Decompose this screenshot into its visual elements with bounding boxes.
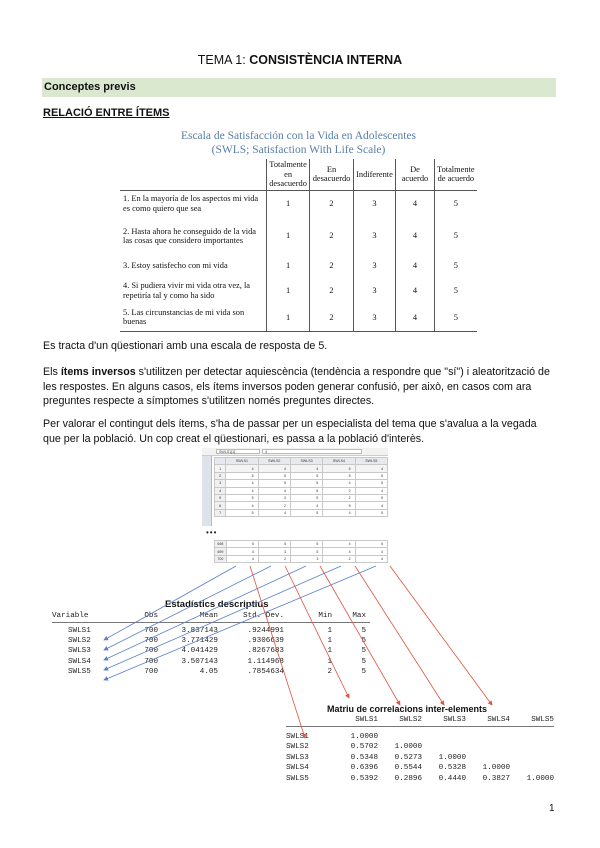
correlations-cell: 0.5544 (394, 764, 422, 773)
sheet-cell[interactable]: 5 (323, 465, 355, 472)
descriptives-row (52, 647, 370, 657)
sheet-cell[interactable]: 5 (355, 472, 387, 479)
correlations-cell: 0.5702 (350, 743, 378, 752)
correlations-cell: 0.3827 (482, 774, 510, 783)
descriptives-col-header: Max (352, 612, 366, 620)
sheet-side-panel (202, 456, 212, 526)
sheet-row-number[interactable]: 698 (215, 541, 227, 548)
descriptives-cell: 4.05 (199, 667, 218, 676)
scale-item-text: 3. Estoy satisfecho con mi vida (123, 261, 228, 271)
scale-value: 3 (353, 217, 395, 255)
correlations-table (286, 716, 554, 785)
scale-value: 1 (266, 255, 309, 277)
scale-item-row (120, 217, 477, 255)
sheet-cell[interactable]: 5 (355, 509, 387, 516)
scale-item-row (120, 277, 477, 304)
descriptives-col-header: Obs (144, 612, 158, 620)
correlations-cell: 0.4440 (438, 774, 466, 783)
cell-reference[interactable]: SWLS1[1] (216, 449, 260, 454)
descriptives-cell: 700 (144, 627, 158, 635)
red-arrow-swls5 (390, 566, 492, 705)
sheet-cell[interactable]: 5 (226, 541, 258, 548)
scale-value: 3 (353, 255, 395, 277)
scale-col-header: Indiferente (353, 159, 395, 190)
sheet-cell[interactable]: 4 (258, 487, 290, 494)
descriptives-row (52, 637, 370, 647)
correlations-row (286, 754, 554, 764)
sheet-row-number[interactable]: 699 (215, 548, 227, 555)
sheet-cell[interactable]: 5 (355, 541, 387, 548)
sheet-col-header[interactable]: SWLS3 (290, 458, 322, 465)
sheet-row (215, 548, 388, 555)
correlations-cell: 0.5273 (394, 753, 422, 762)
scale-value: 4 (396, 255, 434, 277)
descriptives-cell: 2 (327, 667, 332, 676)
scale-item-row (120, 190, 477, 217)
section-heading: Conceptes previs (42, 78, 556, 97)
descriptives-col-header: Min (318, 612, 332, 620)
sheet-cell[interactable]: 5 (258, 472, 290, 479)
sheet-row (215, 502, 388, 509)
descriptives-cell: 700 (144, 657, 158, 666)
descriptives-col-header: Variable (52, 612, 89, 620)
sheet-cell[interactable]: 5 (290, 487, 322, 494)
sheet-cell[interactable]: 5 (290, 480, 322, 487)
descriptives-cell: 5 (361, 637, 366, 646)
descriptives-cell: 3.771429 (181, 637, 218, 646)
inverse-items-term: ítems inversos (60, 366, 136, 378)
scale-table (120, 159, 477, 332)
correlations-col-header: SWLS5 (531, 716, 554, 724)
descriptives-cell: 5 (361, 657, 366, 666)
sheet-cell[interactable]: 5 (323, 472, 355, 479)
descriptives-cell: 1 (327, 637, 332, 646)
paragraph-content-validation: Per valorar el contingut dels ítems, s'ha de passar per un especialista del tema que s'avalua a la vegada que per la població. Un cop creat el qüestionari, es passa a la població d'interès. (43, 418, 537, 445)
correlations-cell: 0.5392 (350, 774, 378, 783)
descriptives-cell: 5 (361, 667, 366, 676)
sheet-row-number[interactable]: 700 (215, 555, 227, 562)
scale-title (120, 129, 477, 157)
descriptives-cell: 1 (327, 657, 332, 666)
sheet-cell[interactable]: 2 (323, 487, 355, 494)
sheet-cell[interactable]: 4 (355, 555, 387, 562)
scale-item-text: 2. Hasta ahora he conseguido de la vida las cosas que considero importantes (123, 226, 257, 245)
sheet-cell[interactable]: 4 (355, 548, 387, 555)
descriptives-header-row (52, 612, 370, 623)
scale-header-row (120, 159, 477, 190)
sheet-cell[interactable]: 4 (226, 555, 258, 562)
descriptives-cell: 5 (361, 627, 366, 635)
correlations-header-row (286, 716, 554, 727)
descriptives-cell: 4.041429 (181, 647, 218, 656)
sheet-row-number[interactable]: 2 (215, 472, 226, 479)
sheet-cell[interactable]: 4 (355, 502, 387, 509)
sheet-row-number[interactable]: 7 (215, 509, 226, 516)
sheet-cell[interactable]: 4 (323, 548, 355, 555)
sheet-cell[interactable]: 2 (323, 555, 355, 562)
scale-header-blank (120, 159, 266, 190)
scale-title-line1: Escala de Satisfacción con la Vida en Adolescentes (180, 130, 417, 142)
page-title-main: CONSISTÈNCIA INTERNA (249, 53, 403, 67)
scale-value: 5 (434, 304, 477, 331)
correlations-cell: 1.0000 (482, 764, 510, 773)
formula-bar (202, 448, 388, 456)
sheet-row-number[interactable]: 3 (215, 480, 226, 487)
sheet-row (215, 487, 388, 494)
descriptives-cell: 700 (144, 647, 158, 656)
paragraph-text: s'utilitzen per detectar aquiescència (tendència a respondre que "sí") i aleatorització de les respostes. En alguns casos, els ítems inversos poden generar confusió, per això, en casos com ara preguntes respecte a símptomes s'utilitzen només preguntes directes. (43, 366, 550, 408)
descriptives-cell: 1.114968 (247, 657, 284, 666)
descriptives-cell: 3.837143 (181, 627, 218, 635)
scale-value: 5 (434, 255, 477, 277)
sheet-cell[interactable]: 5 (226, 472, 258, 479)
scale-value: 4 (396, 217, 434, 255)
sheet-row (215, 541, 388, 548)
correlations-title: Matriu de correlacions inter-elements (327, 704, 488, 714)
correlations-cell: 1.0000 (438, 753, 466, 762)
descriptives-row (52, 627, 370, 637)
descriptives-col-header: Mean (199, 612, 218, 620)
correlations-row-label: SWLS5 (286, 774, 309, 783)
sheet-cell[interactable]: 5 (258, 480, 290, 487)
sheet-cell[interactable]: 5 (355, 480, 387, 487)
sheet-cell[interactable]: 5 (290, 494, 322, 501)
paragraph-text: Els (43, 366, 61, 378)
correlations-row-label: SWLS3 (286, 753, 309, 762)
sheet-cell[interactable]: 4 (226, 487, 258, 494)
scale-value: 2 (310, 190, 353, 217)
scale-value: 1 (266, 277, 309, 304)
scale-value: 3 (353, 277, 395, 304)
sheet-cell[interactable]: 5 (291, 548, 323, 555)
descriptives-cell: 700 (144, 637, 158, 646)
sheet-cell[interactable]: 4 (258, 465, 290, 472)
data-spreadsheet (202, 448, 388, 566)
correlations-row-label: SWLS4 (286, 764, 309, 773)
sheet-row (215, 465, 388, 472)
scale-title-line2: (SWLS; Satisfaction With Life Scale) (211, 144, 386, 156)
scale-item-text: 5. Las circunstancias de mi vida son buenas (120, 304, 266, 331)
sheet-row-number[interactable]: 1 (215, 465, 226, 472)
scale-col-header: Totalmente en desacuerdo (266, 159, 309, 190)
scale-value: 2 (310, 217, 353, 255)
sheet-cell[interactable]: 4 (290, 502, 322, 509)
sheet-cell[interactable]: 4 (355, 465, 387, 472)
sheet-row-number[interactable]: 4 (215, 487, 226, 494)
scale-value: 5 (434, 217, 477, 255)
sheet-col-header[interactable]: SWLS1 (226, 458, 258, 465)
sheet-cell[interactable]: 4 (226, 548, 258, 555)
descriptives-cell: .9244991 (247, 627, 284, 635)
sheet-cell[interactable]: 2 (258, 502, 290, 509)
cell-value-field[interactable]: 4 (262, 449, 362, 454)
sheet-col-header[interactable]: SWLS2 (258, 458, 290, 465)
sheet-row (215, 555, 388, 562)
sheet-corner (215, 458, 226, 465)
sheet-row-number[interactable]: 5 (215, 494, 226, 501)
sheet-row (215, 494, 388, 501)
sheet-cell[interactable]: 4 (323, 480, 355, 487)
sheet-cell[interactable]: 3 (258, 548, 290, 555)
rows-ellipsis: ••• (206, 528, 218, 537)
scale-value: 2 (310, 255, 353, 277)
correlations-cell: 1.0000 (350, 733, 378, 741)
sheet-cell[interactable]: 5 (226, 509, 258, 516)
scale-value: 3 (353, 304, 395, 331)
correlations-row-label: SWLS2 (286, 743, 309, 752)
scale-value: 5 (434, 277, 477, 304)
correlations-col-header: SWLS3 (443, 716, 466, 724)
sheet-cell[interactable]: 4 (290, 465, 322, 472)
correlations-row-label: SWLS1 (286, 733, 309, 741)
descriptives-row (52, 668, 370, 678)
sheet-cell[interactable]: 4 (226, 502, 258, 509)
sheet-cell[interactable]: 2 (258, 555, 290, 562)
scale-value: 4 (396, 190, 434, 217)
correlations-row (286, 764, 554, 774)
scale-col-header: En desacuerdo (310, 159, 353, 190)
sheet-col-header[interactable]: SWLS5 (355, 458, 387, 465)
scale-item-text: 4. Si pudiera vivir mi vida otra vez, la repetiría tal y como ha sido (123, 281, 250, 300)
descriptives-cell: SWLS1 (68, 627, 91, 635)
sheet-cell[interactable]: 4 (323, 509, 355, 516)
sheet-row-number[interactable]: 6 (215, 502, 226, 509)
scale-item-text: 1. En la mayoría de los aspectos mi vida es como quiero que sea (123, 194, 259, 213)
scale-item-row (120, 255, 477, 277)
sheet-row (215, 509, 388, 516)
sheet-grid-bottom (214, 540, 388, 563)
descriptives-cell: .7854634 (247, 667, 284, 676)
correlations-row (286, 733, 554, 743)
sheet-cell[interactable]: 4 (226, 480, 258, 487)
descriptives-col-header: Std. Dev. (242, 612, 284, 620)
scale-col-header: De acuerdo (396, 159, 434, 190)
sheet-row (215, 480, 388, 487)
page-title-prefix: TEMA 1: (197, 53, 250, 67)
descriptives-cell: 700 (144, 667, 158, 676)
descriptives-cell: 1 (327, 627, 332, 635)
correlations-col-header: SWLS4 (487, 716, 510, 724)
paragraph-scale-description: Es tracta d'un qüestionari amb una escala de resposta de 5. (43, 340, 328, 352)
descriptives-table (52, 612, 370, 678)
correlations-cell: 1.0000 (394, 743, 422, 752)
sheet-cell[interactable]: 4 (323, 541, 355, 548)
sheet-cell[interactable]: 5 (290, 509, 322, 516)
sheet-grid-top (214, 457, 388, 517)
scale-item-row (120, 304, 477, 331)
descriptives-cell: SWLS3 (68, 647, 91, 656)
descriptives-cell: SWLS2 (68, 637, 91, 646)
scale-value: 1 (266, 190, 309, 217)
sheet-cell[interactable]: 2 (323, 494, 355, 501)
scale-value: 2 (310, 277, 353, 304)
sheet-cell[interactable]: 4 (355, 487, 387, 494)
descriptives-cell: 3.507143 (181, 657, 218, 666)
correlations-col-header: SWLS2 (399, 716, 422, 724)
descriptives-cell: 5 (361, 647, 366, 656)
subsection-heading: RELACIÓ ENTRE ÍTEMS (43, 107, 170, 119)
descriptives-cell: .9306639 (247, 637, 284, 646)
scale-value: 4 (396, 277, 434, 304)
correlations-col-header: SWLS1 (355, 716, 378, 724)
correlations-cell: 1.0000 (526, 774, 554, 783)
sheet-header-row (215, 458, 388, 465)
correlations-cell: 0.5348 (350, 753, 378, 762)
descriptives-title: Estadístics descriptius (165, 599, 269, 610)
sheet-cell[interactable]: 5 (258, 541, 290, 548)
scale-value: 4 (396, 304, 434, 331)
sheet-cell[interactable]: 4 (226, 465, 258, 472)
descriptives-cell: SWLS4 (68, 657, 91, 666)
correlations-cell: 0.2896 (394, 774, 422, 783)
scale-value: 1 (266, 304, 309, 331)
scale-value: 5 (434, 190, 477, 217)
correlations-row (286, 743, 554, 753)
descriptives-row (52, 658, 370, 668)
sheet-cell[interactable]: 3 (258, 494, 290, 501)
sheet-cell[interactable]: 5 (323, 502, 355, 509)
scale-value: 2 (310, 304, 353, 331)
scale-col-header: Totalmente de acuerdo (434, 159, 477, 190)
correlations-row (286, 775, 554, 785)
sheet-cell[interactable]: 5 (226, 494, 258, 501)
sheet-cell[interactable]: 4 (258, 509, 290, 516)
sheet-cell[interactable]: 5 (291, 541, 323, 548)
sheet-cell[interactable]: 5 (355, 494, 387, 501)
sheet-row (215, 472, 388, 479)
page-title (0, 53, 600, 67)
descriptives-cell: 1 (327, 647, 332, 656)
sheet-col-header[interactable]: SWLS4 (323, 458, 355, 465)
page-number: 1 (549, 803, 555, 814)
correlations-cell: 0.6396 (350, 764, 378, 773)
sheet-cell[interactable]: 3 (291, 555, 323, 562)
scale-value: 3 (353, 190, 395, 217)
descriptives-cell: SWLS5 (68, 667, 91, 676)
correlations-cell: 0.5328 (438, 764, 466, 773)
paragraph-inverse-items (43, 365, 557, 409)
sheet-cell[interactable]: 5 (290, 472, 322, 479)
descriptives-cell: .8267683 (247, 647, 284, 656)
scale-value: 1 (266, 217, 309, 255)
